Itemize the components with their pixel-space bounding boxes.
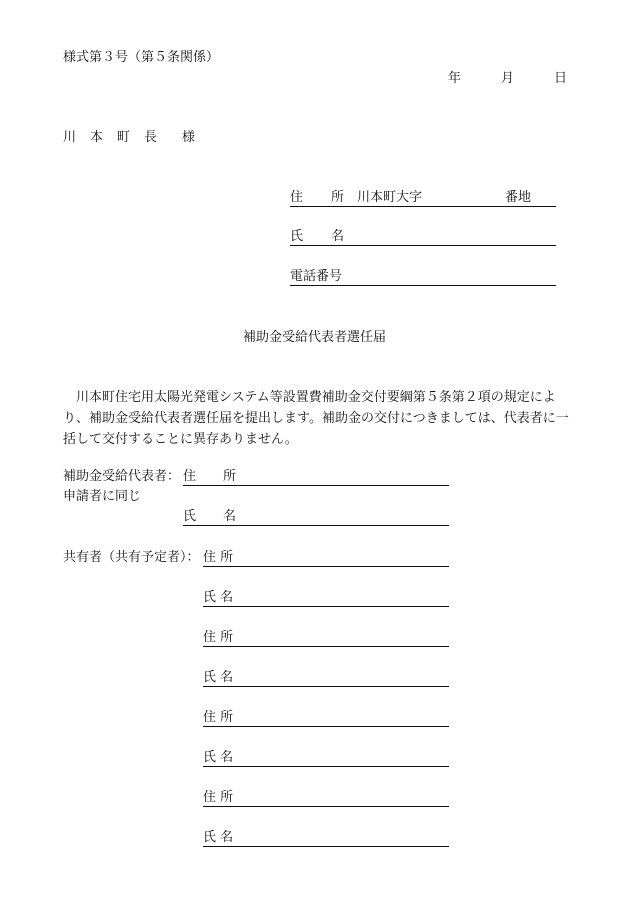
co-owner-1-name-label: 氏 名 <box>203 590 234 605</box>
applicant-name-label-2: 名 <box>331 229 345 244</box>
applicant-address-label-1: 住 <box>290 190 304 205</box>
document-title: 補助金受給代表者選任届 <box>243 330 387 345</box>
co-owner-3-address-label: 住 所 <box>203 710 234 725</box>
representative-address-label-1: 住 <box>183 469 197 484</box>
representative-name-label-1: 氏 <box>183 509 197 524</box>
recipient-char-4: 長 <box>144 130 158 145</box>
recipient-char-2: 本 <box>90 130 104 145</box>
co-owner-4-name-label: 氏 名 <box>203 830 234 845</box>
co-owner-4-address-label: 住 所 <box>203 790 234 805</box>
representative-note: 申請者に同じ <box>63 489 142 504</box>
form-number: 様式第３号（第５条関係） <box>63 50 220 65</box>
date-day-label: 日 <box>554 71 568 86</box>
recipient-char-3: 町 <box>117 130 131 145</box>
co-owner-3-address-field[interactable] <box>203 708 449 727</box>
body-paragraph: 川本町住宅用太陽光発電システム等設置費補助金交付要綱第５条第２項の規定により、補助金受給代表者選任届を提出します。補助金の交付につきましては、代表者に一括して交付することに異存ありません。 <box>63 390 569 447</box>
co-owner-1-address-field[interactable] <box>203 548 449 567</box>
representative-label: 補助金受給代表者： <box>63 469 181 484</box>
co-owner-4-address-field[interactable] <box>203 788 449 807</box>
co-owner-2-name-label: 氏 名 <box>203 670 234 685</box>
co-owner-3-name-label: 氏 名 <box>203 750 234 765</box>
co-owner-2-name-field[interactable] <box>203 668 449 687</box>
recipient-honorific: 様 <box>182 130 196 145</box>
co-owner-1-name-field[interactable] <box>203 588 449 607</box>
co-owner-2-address-field[interactable] <box>203 628 449 647</box>
applicant-banchi: 番地 <box>505 190 532 205</box>
co-owner-2-address-label: 住 所 <box>203 630 234 645</box>
co-owner-1-address-label: 住 所 <box>203 550 234 565</box>
applicant-name-field[interactable] <box>290 227 556 246</box>
co-owner-3-name-field[interactable] <box>203 748 449 767</box>
applicant-address-label-2: 所 <box>331 190 345 205</box>
applicant-address-prefix: 川本町大字 <box>357 190 423 205</box>
representative-name-label-2: 名 <box>223 509 237 524</box>
date-month-label: 月 <box>501 71 515 86</box>
applicant-name-label-1: 氏 <box>290 229 304 244</box>
date-year-label: 年 <box>448 71 462 86</box>
applicant-phone-label: 電話番号 <box>290 269 343 284</box>
representative-address-label-2: 所 <box>223 469 237 484</box>
recipient-char-1: 川 <box>63 130 77 145</box>
co-owner-4-name-field[interactable] <box>203 828 449 847</box>
co-owner-label: 共有者（共有予定者）： <box>63 550 200 565</box>
